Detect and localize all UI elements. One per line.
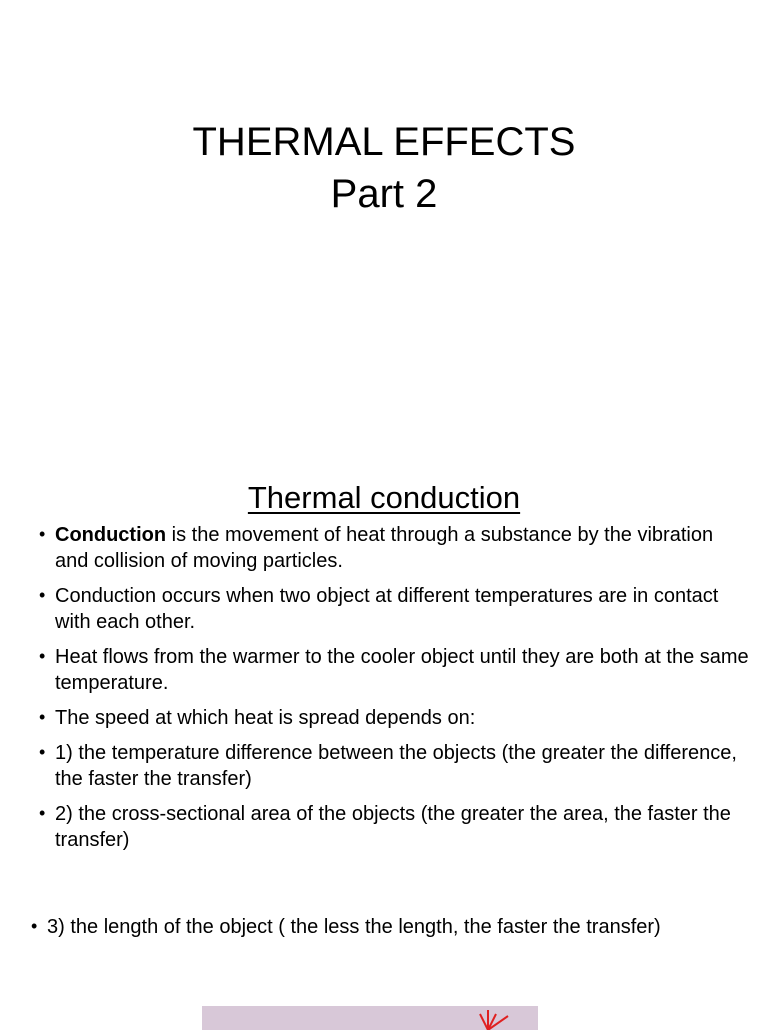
heat-rays-icon (458, 1006, 518, 1030)
bullet-item (38, 583, 750, 635)
bullet-item (38, 522, 750, 574)
bullet-text: 3) the length of the object ( the less the length, the faster the transfer) (47, 916, 661, 938)
bullet-item (38, 740, 750, 792)
slide-subtitle: Part 2 (330, 172, 438, 216)
title-slide (0, 0, 768, 440)
bullet-item (38, 801, 750, 853)
bullet-item (38, 705, 750, 731)
bullet-text: 1) the temperature difference between the objects (the greater the difference, the faster the transfer) (55, 742, 737, 790)
length-slide (0, 900, 768, 1024)
ray-line (480, 1014, 488, 1030)
bullet-text: Heat flows from the warmer to the cooler object until they are both at the same temperature. (55, 646, 749, 694)
bullet-bold-term: Conduction (55, 524, 167, 546)
bullet-list (38, 522, 750, 862)
bullet-text: is the movement of heat through a substance by the vibration and collision of moving particles. (55, 524, 714, 572)
slide-title: THERMAL EFFECTS (192, 120, 576, 164)
conduction-slide (0, 470, 768, 890)
bullet-text: The speed at which heat is spread depends on: (55, 707, 476, 729)
bullet-item (38, 644, 750, 696)
section-heading: Thermal conduction (247, 480, 521, 515)
heat-figure (202, 1006, 538, 1030)
bullet-text: 2) the cross-sectional area of the objects (the greater the area, the faster the transfer) (55, 803, 731, 851)
bullet-item (30, 914, 767, 940)
bullet-text: Conduction occurs when two object at different temperatures are in contact with each other. (55, 585, 719, 633)
